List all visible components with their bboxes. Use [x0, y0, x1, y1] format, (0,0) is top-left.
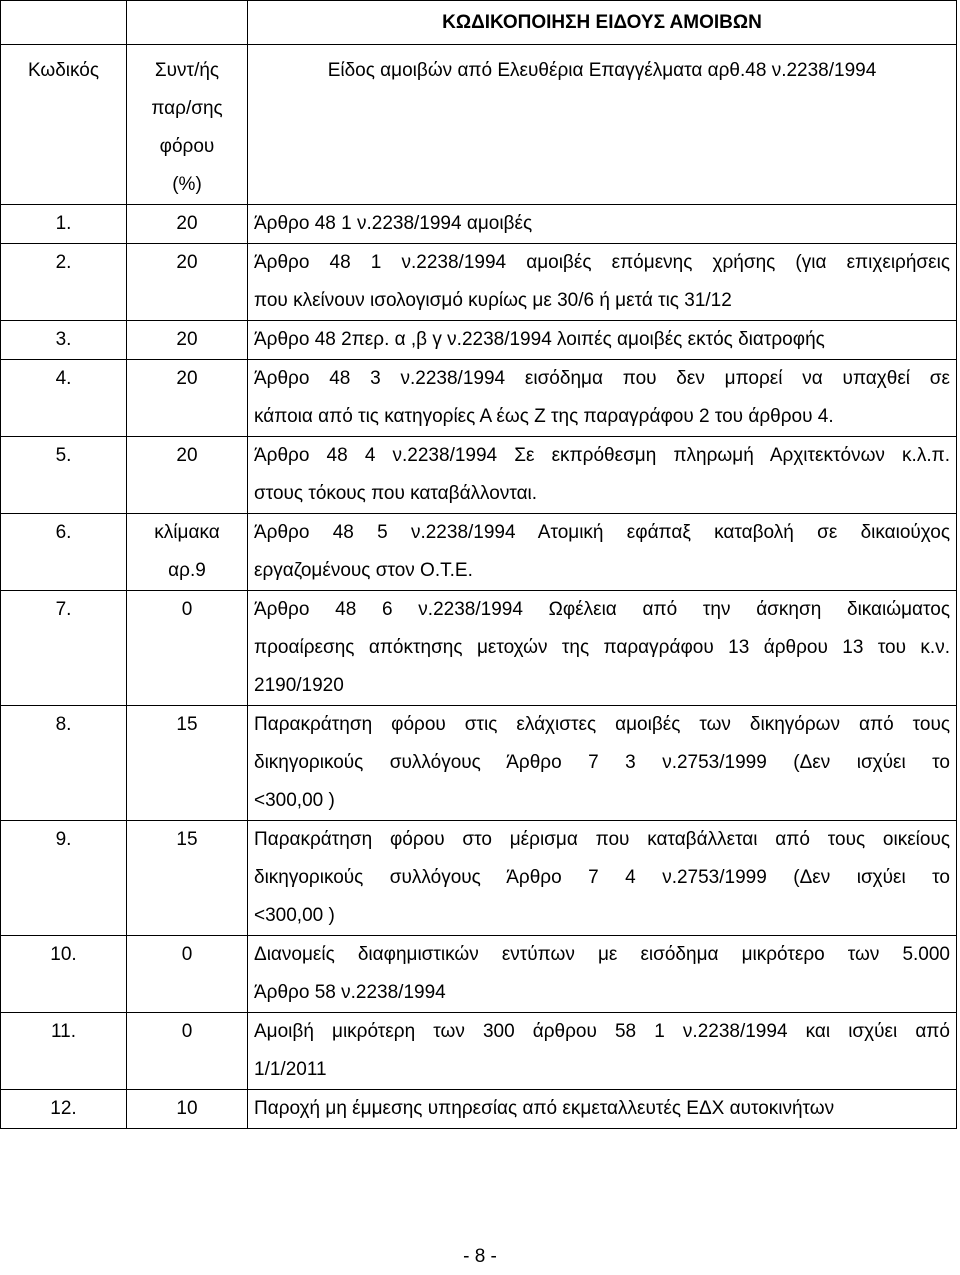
row-code-text: 3.: [55, 329, 72, 350]
row-description-line: Παρακράτηση φόρου στο μέρισμα που καταβάλλεται από τους οικείους: [254, 829, 950, 850]
row-description: [248, 205, 957, 244]
row-rate-text: 20: [176, 213, 198, 234]
title-empty-cell-1: [1, 1, 127, 45]
row-code-text: 7.: [55, 599, 72, 620]
header-rate-line: φόρου: [159, 136, 215, 157]
row-code: [1, 437, 127, 514]
table-row: [1, 936, 957, 1013]
row-code: [1, 1090, 127, 1129]
row-description-line: στους τόκους που καταβάλλονται.: [254, 483, 538, 504]
row-rate-text: 0: [181, 599, 193, 620]
row-rate: [127, 821, 248, 936]
row-description-line: Άρθρο 48 2περ. α ,β γ ν.2238/1994 λοιπές αμοιβές εκτός διατροφής: [254, 329, 825, 350]
row-code-text: 1.: [55, 213, 72, 234]
row-description-line: προαίρεσης απόκτησης μετοχών της παραγράφου 13 άρθρου 13 του κ.ν.: [254, 637, 950, 658]
row-description: [248, 706, 957, 821]
row-rate: [127, 244, 248, 321]
row-rate-text: 20: [176, 445, 198, 466]
table-row: [1, 514, 957, 591]
row-description: [248, 936, 957, 1013]
row-code-text: 4.: [55, 368, 72, 389]
row-code: [1, 1013, 127, 1090]
row-description-line: Άρθρο 48 3 ν.2238/1994 εισόδημα που δεν μπορεί να υπαχθεί σε: [254, 368, 950, 389]
table-row: [1, 1013, 957, 1090]
row-description-line: Άρθρο 48 5 ν.2238/1994 Ατομική εφάπαξ καταβολή σε δικαιούχος: [254, 522, 950, 543]
row-description-line: Διανομείς διαφημιστικών εντύπων με εισόδημα μικρότερο των 5.000: [254, 944, 950, 965]
row-description-line: 1/1/2011: [254, 1059, 327, 1080]
row-rate-text: 0: [181, 944, 193, 965]
row-description-line: 2190/1920: [254, 675, 344, 696]
row-description: [248, 1090, 957, 1129]
row-description: [248, 514, 957, 591]
row-rate: [127, 321, 248, 360]
header-code: [1, 45, 127, 205]
row-rate-text: 0: [181, 1021, 193, 1042]
row-code-text: 12.: [50, 1098, 77, 1119]
row-code: [1, 706, 127, 821]
table-row: [1, 591, 957, 706]
table-title: ΚΩΔΙΚΟΠΟΙΗΣΗ ΕΙΔΟΥΣ ΑΜΟΙΒΩΝ: [248, 1, 957, 45]
row-description-line: Παρακράτηση φόρου στις ελάχιστες αμοιβές των δικηγόρων από τους: [254, 714, 950, 735]
table-row: [1, 706, 957, 821]
row-rate: [127, 360, 248, 437]
row-description: [248, 360, 957, 437]
row-rate-text: 15: [176, 714, 198, 735]
row-rate: [127, 706, 248, 821]
table-title-row: [1, 1, 957, 45]
row-code: [1, 821, 127, 936]
table-row: [1, 1090, 957, 1129]
table-header-row: [1, 45, 957, 205]
row-description-line: Άρθρο 58 ν.2238/1994: [254, 982, 446, 1003]
title-empty-cell-2: [127, 1, 248, 45]
table-row: [1, 360, 957, 437]
row-description-line: Παροχή μη έμμεσης υπηρεσίας από εκμεταλλευτές ΕΔΧ αυτοκινήτων: [254, 1098, 835, 1119]
row-description-line: Άρθρο 48 4 ν.2238/1994 Σε εκπρόθεσμη πληρωμή Αρχιτεκτόνων κ.λ.π.: [254, 445, 950, 466]
row-rate-text: 20: [176, 252, 198, 273]
row-description-line: δικηγορικούς συλλόγους Άρθρο 7 3 ν.2753/1999 (Δεν ισχύει το: [254, 752, 950, 773]
row-description-line: κάποια από τις κατηγορίες Α έως Ζ της παραγράφου 2 του άρθρου 4.: [254, 406, 834, 427]
table-row: [1, 321, 957, 360]
header-description-label: Είδος αμοιβών από Ελευθέρια Επαγγέλματα αρθ.48 ν.2238/1994: [327, 60, 877, 81]
row-rate-text: αρ.9: [168, 560, 206, 581]
table-row: [1, 205, 957, 244]
header-description: [248, 45, 957, 205]
table-row: [1, 437, 957, 514]
header-rate-line: (%): [172, 174, 202, 195]
row-rate-text: κλίμακα: [154, 522, 220, 543]
table-row: [1, 244, 957, 321]
row-rate-text: 15: [176, 829, 198, 850]
row-code-text: 6.: [55, 522, 72, 543]
row-description-line: Άρθρο 48 1 ν.2238/1994 αμοιβές: [254, 213, 533, 234]
row-rate-text: 10: [176, 1098, 198, 1119]
row-code: [1, 936, 127, 1013]
row-rate-text: 20: [176, 368, 198, 389]
row-code-text: 2.: [55, 252, 72, 273]
row-description-line: δικηγορικούς συλλόγους Άρθρο 7 4 ν.2753/1999 (Δεν ισχύει το: [254, 867, 950, 888]
row-description-line: <300,00 ): [254, 790, 335, 811]
row-description-line: Άρθρο 48 1 ν.2238/1994 αμοιβές επόμενης χρήσης (για επιχειρήσεις: [254, 252, 950, 273]
row-rate: [127, 437, 248, 514]
row-description-line: εργαζομένους στον Ο.Τ.Ε.: [254, 560, 473, 581]
row-code: [1, 514, 127, 591]
row-description-line: Αμοιβή μικρότερη των 300 άρθρου 58 1 ν.2238/1994 και ισχύει από: [254, 1021, 950, 1042]
row-description-line: <300,00 ): [254, 905, 335, 926]
row-description: [248, 437, 957, 514]
row-code: [1, 321, 127, 360]
row-description: [248, 244, 957, 321]
table-row: [1, 821, 957, 936]
row-rate: [127, 591, 248, 706]
row-description: [248, 321, 957, 360]
row-description-line: που κλείνουν ισολογισμό κυρίως με 30/6 ή μετά τις 31/12: [254, 290, 732, 311]
row-code-text: 8.: [55, 714, 72, 735]
row-code-text: 5.: [55, 445, 72, 466]
header-rate-line: παρ/σης: [151, 98, 223, 119]
header-rate-line: Συντ/ής: [154, 60, 220, 81]
row-description: [248, 591, 957, 706]
page-number: - 8 -: [463, 1246, 497, 1267]
row-code-text: 10.: [50, 944, 77, 965]
row-rate: [127, 1090, 248, 1129]
row-code-text: 9.: [55, 829, 72, 850]
row-description-line: Άρθρο 48 6 ν.2238/1994 Ωφέλεια από την άσκηση δικαιώματος: [254, 599, 950, 620]
header-rate: [127, 45, 248, 205]
row-code: [1, 205, 127, 244]
row-code: [1, 244, 127, 321]
row-description: [248, 821, 957, 936]
row-code: [1, 360, 127, 437]
row-rate-text: 20: [176, 329, 198, 350]
header-code-label: Κωδικός: [27, 60, 100, 81]
row-code-text: 11.: [50, 1021, 76, 1042]
row-rate: [127, 514, 248, 591]
row-rate: [127, 1013, 248, 1090]
row-rate: [127, 936, 248, 1013]
row-code: [1, 591, 127, 706]
row-rate: [127, 205, 248, 244]
row-description: [248, 1013, 957, 1090]
